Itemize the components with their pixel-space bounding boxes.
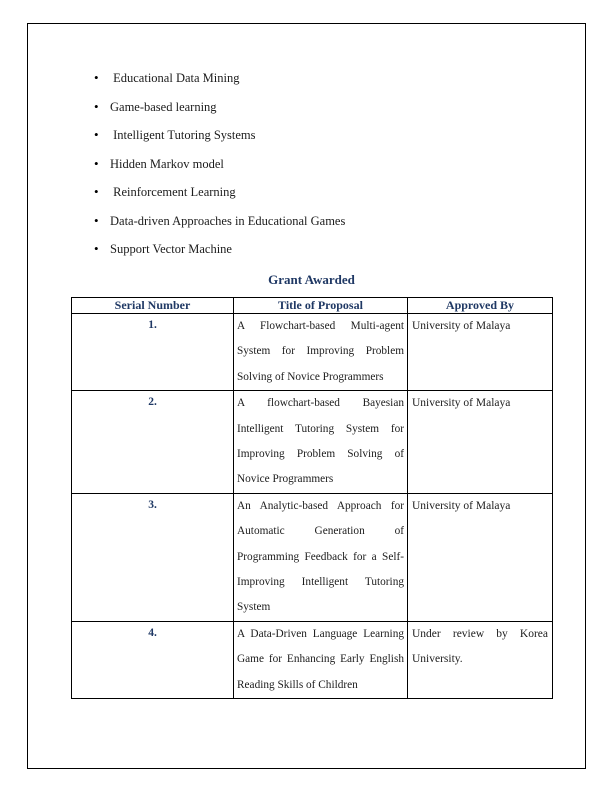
list-item-text: Support Vector Machine [110,242,232,256]
list-item-text: Game-based learning [110,99,217,114]
proposal-title-cell: A Flowchart-based Multi-agent System for Improving Problem Solving of Novice Programmers [234,314,408,391]
bullet-icon [94,207,110,236]
list-item-text: Intelligent Tutoring Systems [110,128,256,142]
table-row [72,493,553,621]
bullet-icon [94,93,110,122]
serial-number-cell: 2. [72,391,234,494]
list-item [94,64,534,93]
section-title: Grant Awarded [268,272,355,287]
column-header-approved-by: Approved By [408,298,553,314]
topic-list [94,64,534,264]
bullet-icon [94,150,110,179]
serial-number-cell: 1. [72,314,234,391]
list-item [94,207,534,236]
bullet-icon [94,178,110,207]
column-header-serial-number: Serial Number [72,298,234,314]
list-item [94,150,534,179]
list-item-text: Reinforcement Learning [110,185,236,199]
approved-by-cell: Under review by Korea University. [408,621,553,698]
bullet-icon [94,64,110,93]
table-row [72,621,553,698]
column-header-title-of-proposal: Title of Proposal [234,298,408,314]
list-item-text: Educational Data Mining [110,71,240,85]
serial-number-cell: 3. [72,493,234,621]
approved-by-cell: University of Malaya [408,493,553,621]
table-row [72,391,553,494]
table-row [72,314,553,391]
list-item-text: Hidden Markov model [110,156,224,171]
list-item [94,93,534,122]
approved-by-cell: University of Malaya [408,314,553,391]
grant-awarded-table [71,297,553,699]
proposal-title-cell: A flowchart-based Bayesian Intelligent Tutoring System for Improving Problem Solving of Novice Programmers [234,391,408,494]
bullet-icon [94,235,110,264]
list-item [94,121,534,150]
serial-number-cell: 4. [72,621,234,698]
list-item [94,235,534,264]
proposal-title-cell: An Analytic-based Approach for Automatic Generation of Programming Feedback for a Self-Improving Intelligent Tutoring System [234,493,408,621]
approved-by-cell: University of Malaya [408,391,553,494]
table-header-row [72,298,553,314]
list-item-text: Data-driven Approaches in Educational Games [110,213,346,228]
list-item [94,178,534,207]
proposal-title-cell: A Data-Driven Language Learning Game for Enhancing Early English Reading Skills of Children [234,621,408,698]
bullet-icon [94,121,110,150]
